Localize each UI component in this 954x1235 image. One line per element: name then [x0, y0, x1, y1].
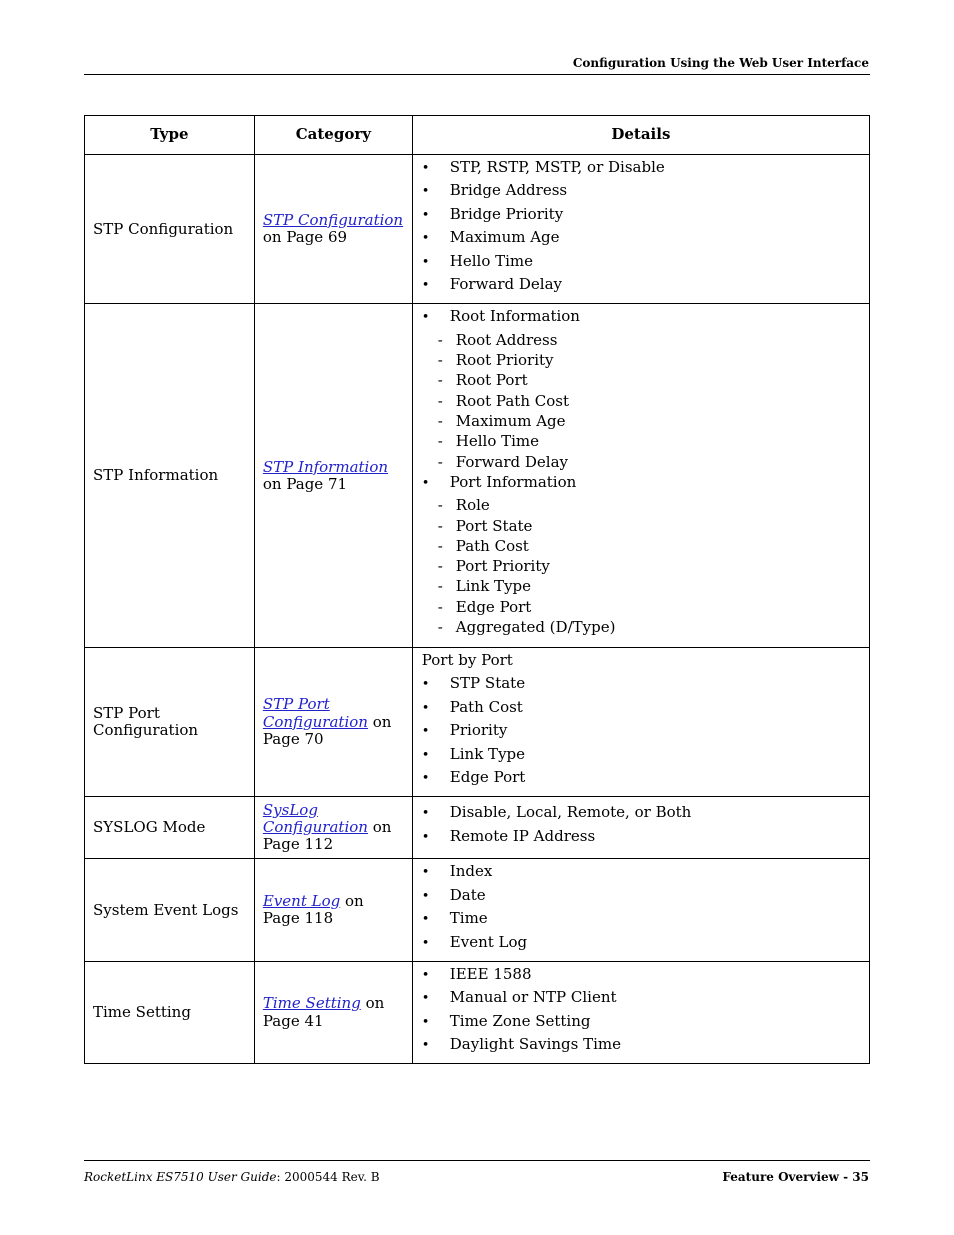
table-row: [85, 155, 870, 304]
sub-item-text: Role: [455, 496, 490, 515]
bullet-item: [422, 699, 861, 722]
sub-item: [422, 433, 861, 453]
bullet-text: Maximum Age: [449, 228, 560, 247]
bullet-icon: •: [421, 1014, 430, 1030]
details-cell: [412, 961, 869, 1064]
bullet-text: Hello Time: [449, 251, 534, 270]
sub-item-text: Port Priority: [455, 557, 550, 576]
detail-heading-text: Port by Port: [421, 651, 513, 670]
bullet-item: [422, 910, 861, 933]
page-reference: on Page 70: [262, 712, 392, 748]
bullet-icon: •: [421, 207, 430, 223]
sub-item-text: Path Cost: [455, 536, 529, 555]
bullet-item: [422, 863, 861, 886]
bullet-icon: •: [421, 677, 430, 693]
page-reference: on Page 118: [262, 891, 364, 928]
bullet-item: [422, 989, 861, 1012]
sub-item-text: Aggregated (D/Type): [455, 617, 616, 636]
sub-item: [422, 393, 861, 413]
bullet-icon: •: [421, 967, 430, 983]
dash-icon: -: [437, 496, 443, 515]
page-reference: on Page 71: [262, 474, 348, 493]
bullet-item: [422, 828, 861, 851]
category-cell: [254, 155, 412, 304]
sub-item-text: Forward Delay: [455, 452, 569, 471]
dash-icon: -: [437, 536, 443, 555]
table-row: [85, 304, 870, 648]
dash-icon: -: [437, 516, 443, 535]
table-body: [85, 155, 870, 1064]
dash-icon: -: [437, 371, 443, 390]
bullet-icon: •: [421, 700, 430, 716]
bullet-item: [422, 966, 861, 989]
type-label: STP Port Configuration: [93, 704, 199, 740]
dash-icon: -: [437, 617, 443, 636]
sub-item: [422, 558, 861, 578]
bullet-text: Event Log: [449, 932, 528, 951]
sub-item: [422, 619, 861, 639]
sub-item-text: Root Path Cost: [455, 391, 569, 410]
category-link[interactable]: Time Setting: [262, 994, 361, 1013]
feature-table: [84, 115, 870, 1064]
footer-page-label: Feature Overview - 35: [722, 1170, 869, 1184]
dash-icon: -: [437, 411, 443, 430]
bullet-icon: •: [421, 277, 430, 293]
type-cell: [85, 304, 255, 648]
type-cell: [85, 961, 255, 1064]
sub-item-text: Maximum Age: [455, 411, 566, 430]
bullet-text: Root Information: [449, 307, 580, 326]
type-cell: [85, 859, 255, 962]
category-link[interactable]: Event Log: [262, 891, 341, 910]
details-cell: [412, 155, 869, 304]
type-label: STP Configuration: [93, 219, 234, 238]
bullet-text: Path Cost: [449, 697, 523, 716]
bullet-icon: •: [421, 912, 430, 928]
sub-item-text: Link Type: [455, 577, 532, 596]
dash-icon: -: [437, 557, 443, 576]
bullet-icon: •: [421, 747, 430, 763]
bullet-icon: •: [421, 724, 430, 740]
table-header-row: [85, 116, 870, 155]
footer-rule: [84, 1160, 870, 1161]
bullet-item: [422, 206, 861, 229]
sub-item: [422, 578, 861, 598]
detail-heading: [422, 652, 861, 675]
bullet-item: [422, 1036, 861, 1059]
sub-item: [422, 372, 861, 392]
bullet-item: [422, 276, 861, 299]
bullet-text: Index: [449, 862, 493, 881]
bullet-text: Bridge Address: [449, 181, 568, 200]
sub-item-text: Root Priority: [455, 351, 554, 370]
bullet-text: Link Type: [449, 744, 526, 763]
table-row: [85, 961, 870, 1064]
bullet-item: [422, 474, 861, 497]
bullet-icon: •: [421, 231, 430, 247]
page-reference: on Page 112: [262, 818, 392, 854]
type-cell: [85, 648, 255, 797]
type-label: STP Information: [93, 466, 219, 485]
bullet-text: Edge Port: [449, 767, 526, 786]
sub-item: [422, 332, 861, 352]
category-cell: [254, 797, 412, 859]
bullet-icon: •: [421, 829, 430, 845]
bullet-icon: •: [421, 770, 430, 786]
sub-item: [422, 599, 861, 619]
bullet-icon: •: [421, 888, 430, 904]
category-link[interactable]: STP Configuration: [262, 210, 404, 229]
bullet-item: [422, 722, 861, 745]
bullet-text: Daylight Savings Time: [449, 1035, 621, 1054]
sub-item: [422, 538, 861, 558]
bullet-item: [422, 182, 861, 205]
bullet-text: Forward Delay: [449, 274, 563, 293]
footer-doc-id: : 2000544 Rev. B: [276, 1170, 380, 1184]
bullet-icon: •: [421, 865, 430, 881]
bullet-icon: •: [421, 184, 430, 200]
category-cell: [254, 648, 412, 797]
bullet-icon: •: [421, 161, 430, 176]
table-row: [85, 797, 870, 859]
column-header-type: Type: [85, 116, 255, 155]
dash-icon: -: [437, 330, 443, 349]
category-link[interactable]: STP Information: [262, 457, 389, 476]
bullet-item: [422, 746, 861, 769]
bullet-text: Time: [449, 909, 488, 928]
type-cell: [85, 155, 255, 304]
bullet-text: IEEE 1588: [449, 964, 532, 983]
details-cell: [412, 648, 869, 797]
dash-icon: -: [437, 351, 443, 370]
bullet-item: [422, 934, 861, 957]
column-header-details: Details: [412, 116, 869, 155]
bullet-icon: •: [421, 806, 430, 822]
bullet-text: Disable, Local, Remote, or Both: [449, 803, 692, 822]
header-rule: [84, 74, 870, 75]
bullet-text: STP State: [449, 674, 526, 693]
bullet-item: [422, 675, 861, 698]
bullet-icon: •: [421, 991, 430, 1007]
bullet-text: Date: [449, 885, 486, 904]
sub-item-text: Root Address: [455, 330, 558, 349]
bullet-icon: •: [421, 310, 430, 326]
bullet-text: Manual or NTP Client: [449, 988, 617, 1007]
dash-icon: -: [437, 577, 443, 596]
bullet-item: [422, 308, 861, 331]
bullet-icon: •: [421, 254, 430, 270]
bullet-item: [422, 159, 861, 182]
bullet-text: Port Information: [449, 472, 577, 491]
sub-item-text: Hello Time: [455, 432, 540, 451]
type-label: Time Setting: [93, 1003, 191, 1022]
type-label: System Event Logs: [93, 900, 239, 919]
category-link[interactable]: STP Port Configuration: [262, 695, 368, 731]
bullet-text: Time Zone Setting: [449, 1011, 591, 1030]
sub-item-text: Port State: [455, 516, 533, 535]
type-cell: [85, 797, 255, 859]
bullet-item: [422, 804, 861, 827]
category-link[interactable]: SysLog Configuration: [262, 800, 368, 837]
bullet-icon: •: [421, 935, 430, 951]
sub-item: [422, 454, 861, 474]
bullet-item: [422, 887, 861, 910]
running-header: Configuration Using the Web User Interface: [572, 56, 869, 70]
page-reference: on Page 41: [262, 994, 385, 1030]
details-cell: [412, 304, 869, 648]
sub-item: [422, 352, 861, 372]
column-header-category: Category: [254, 116, 412, 155]
bullet-icon: •: [421, 475, 430, 491]
dash-icon: -: [437, 597, 443, 616]
bullet-text: Remote IP Address: [449, 826, 596, 845]
dash-icon: -: [437, 432, 443, 451]
page-reference: on Page 69: [262, 228, 348, 247]
bullet-item: [422, 229, 861, 252]
sub-item-text: Edge Port: [455, 597, 532, 616]
sub-item: [422, 413, 861, 433]
sub-item: [422, 518, 861, 538]
details-cell: [412, 859, 869, 962]
bullet-text: Priority: [449, 721, 508, 740]
type-label: SYSLOG Mode: [93, 818, 206, 837]
sub-item-text: Root Port: [455, 371, 528, 390]
dash-icon: -: [437, 391, 443, 410]
dash-icon: -: [437, 452, 443, 471]
category-cell: [254, 859, 412, 962]
footer-doc-info: [84, 1170, 380, 1184]
bullet-text: STP, RSTP, MSTP, or Disable: [449, 158, 665, 176]
details-cell: [412, 797, 869, 859]
bullet-item: [422, 769, 861, 792]
category-cell: [254, 304, 412, 648]
bullet-text: Bridge Priority: [449, 204, 564, 223]
category-cell: [254, 961, 412, 1064]
table-row: [85, 859, 870, 962]
table-row: [85, 648, 870, 797]
bullet-item: [422, 253, 861, 276]
bullet-icon: •: [421, 1038, 430, 1054]
sub-item: [422, 497, 861, 517]
footer-product: RocketLinx ES7510 User Guide: [84, 1170, 277, 1184]
bullet-item: [422, 1013, 861, 1036]
